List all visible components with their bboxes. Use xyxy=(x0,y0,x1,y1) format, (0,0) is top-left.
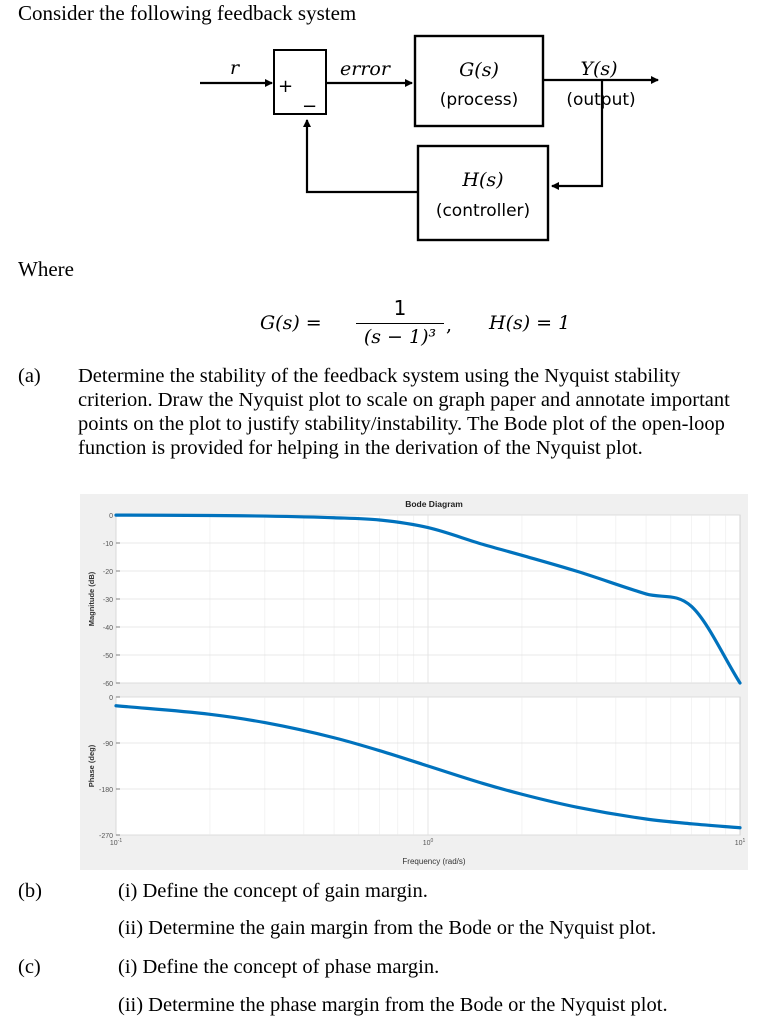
controller-name: H(s) xyxy=(462,169,504,191)
phase-ytick-label: -90 xyxy=(102,741,113,748)
magnitude-ytick-label: -50 xyxy=(102,653,113,660)
h-equation: H(s) = 1 xyxy=(489,312,571,334)
phase-data-point xyxy=(333,737,335,739)
bode-title: Bode Diagram xyxy=(405,499,463,509)
error-label: error xyxy=(340,58,390,80)
magnitude-ytick-label: -60 xyxy=(102,681,113,688)
phase-ytick-label: -180 xyxy=(98,787,113,794)
magnitude-ytick-label: -30 xyxy=(102,597,113,604)
question-a-label: (a) xyxy=(18,365,41,387)
g-denominator: (s − 1)³ xyxy=(363,326,437,348)
phase-data-point xyxy=(379,750,381,752)
magnitude-ytick-label: -10 xyxy=(102,541,113,548)
process-block xyxy=(415,36,543,126)
magnitude-ytick-label: -40 xyxy=(102,625,113,632)
g-numerator: 1 xyxy=(393,296,407,320)
input-label: r xyxy=(230,57,240,79)
question-b-label: (b) xyxy=(18,880,42,902)
magnitude-data-point xyxy=(115,514,117,516)
phase-data-point xyxy=(739,827,741,829)
magnitude-data-point xyxy=(209,514,211,516)
process-desc: (process) xyxy=(439,90,519,110)
question-b-ii: (ii) Determine the gain margin from the Bode or the Nyquist plot. xyxy=(118,917,657,939)
g-lhs: G(s) = xyxy=(260,312,322,334)
magnitude-data-point xyxy=(645,593,647,595)
phase-panel xyxy=(87,695,746,847)
xtick-label: $10^{-1}$ xyxy=(109,838,123,847)
transfer-equations xyxy=(260,296,680,356)
question-b-i: (i) Define the concept of gain margin. xyxy=(118,880,428,902)
phase-data-point xyxy=(115,705,117,707)
phase-data-point xyxy=(482,782,484,784)
magnitude-ytick-label: 0 xyxy=(109,513,113,520)
magnitude-data-point xyxy=(482,543,484,545)
block-diagram xyxy=(190,28,670,250)
magnitude-axis-label: Magnitude (dB) xyxy=(87,571,96,627)
where-text: Where xyxy=(18,257,74,281)
phase-data-point xyxy=(576,806,578,808)
magnitude-data-point xyxy=(427,527,429,529)
bode-diagram xyxy=(80,494,748,870)
magnitude-data-point xyxy=(691,606,693,608)
feedback-path-left xyxy=(307,120,418,192)
magnitude-data-point xyxy=(264,515,266,517)
equation-comma: , xyxy=(446,314,453,336)
controller-block xyxy=(418,146,548,240)
plus-sign: + xyxy=(278,76,294,97)
phase-data-point xyxy=(645,818,647,820)
process-name: G(s) xyxy=(459,59,499,81)
controller-desc: (controller) xyxy=(435,201,531,221)
phase-data-point xyxy=(691,823,693,825)
phase-data-point xyxy=(427,765,429,767)
question-c-label: (c) xyxy=(18,956,41,978)
question-c-i: (i) Define the concept of phase margin. xyxy=(118,956,440,978)
x-axis-label: Frequency (rad/s) xyxy=(402,857,466,866)
magnitude-panel xyxy=(87,513,741,688)
magnitude-data-point xyxy=(739,682,741,684)
magnitude-ytick-label: -20 xyxy=(102,569,113,576)
g-fraction xyxy=(356,296,444,348)
question-c-ii: (ii) Determine the phase margin from the Bode or the Nyquist plot. xyxy=(118,994,668,1016)
phase-ytick-label: 0 xyxy=(109,695,113,702)
fraction-bar xyxy=(356,323,444,324)
magnitude-data-point xyxy=(521,554,523,556)
intro-text: Consider the following feedback system xyxy=(18,1,357,25)
xtick-label: $10^0$ xyxy=(422,838,434,847)
phase-data-point xyxy=(264,722,266,724)
phase-ytick-label: -270 xyxy=(98,833,113,840)
phase-data-point xyxy=(209,713,211,715)
magnitude-data-point xyxy=(576,570,578,572)
output-desc: (output) xyxy=(566,90,636,110)
phase-data-point xyxy=(521,793,523,795)
output-name: Y(s) xyxy=(580,58,618,80)
phase-axis-label: Phase (deg) xyxy=(87,744,96,788)
xtick-label: $10^1$ xyxy=(734,838,746,847)
question-a-text: Determine the stability of the feedback system using the Nyquist stability criterion. Draw the Nyquist plot to scale on graph paper and annotate important points on the plot to justify stability/instability. The Bode plot of the open-loop function is provided for helping in the derivation of the Nyquist plot. xyxy=(78,365,730,459)
magnitude-data-point xyxy=(379,519,381,521)
minus-sign: − xyxy=(302,96,318,117)
magnitude-data-point xyxy=(333,517,335,519)
